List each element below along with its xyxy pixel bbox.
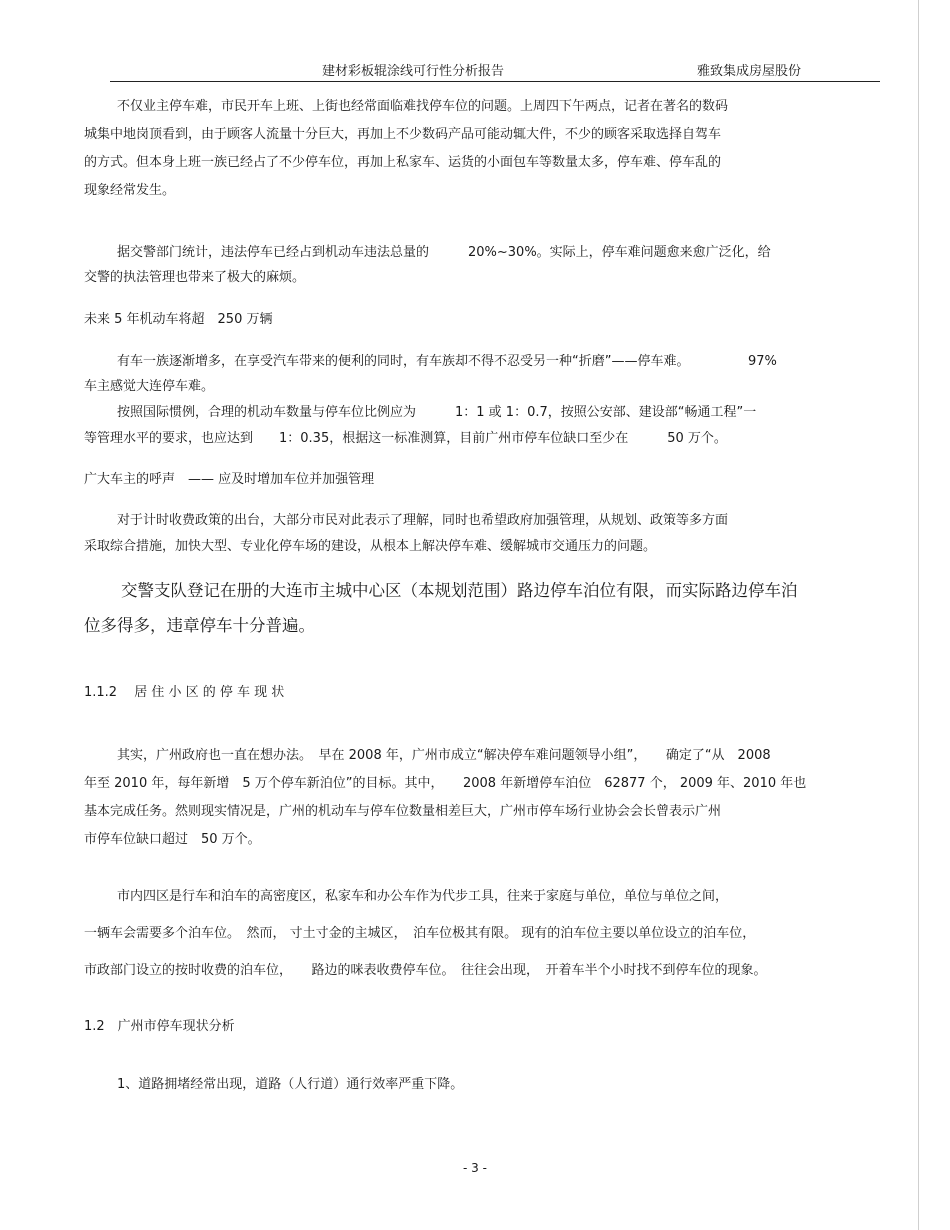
paragraph-line: 一辆车会需要多个泊车位。 然而， 寸土寸金的主城区， 泊车位极其有限。 现有的泊车位主要以单位设立的泊车位， [84,926,756,941]
paragraph-line: 年至 2010 年，每年新增 5 万个停车新泊位”的目标。其中， 2008 年新增停车泊位 62877 个， 2009 年、2010 年也 [84,776,807,791]
paragraph-line: 的方式。但本身上班一族已经占了不少停车位，再加上私家车、运货的小面包车等数量太多，停车难、停车乱的 [84,155,722,170]
header-title: 建材彩板辊涂线可行性分析报告 [322,64,505,79]
paragraph-line: 市内四区是行车和泊车的高密度区，私家车和办公车作为代步工具，往来于家庭与单位，单位与单位之间， [117,889,729,904]
paragraph-line: 采取综合措施，加快大型、专业化停车场的建设，从根本上解决停车难、缓解城市交通压力的问题。 [84,539,657,554]
section-heading-1-1-2: 1.1.2 居 住 小 区 的 停 车 现 状 [84,685,285,700]
paragraph-line: 有车一族逐渐增多，在享受汽车带来的便利的同时，有车族却不得不忍受另一种“折磨”——停车难。 97% [117,354,777,369]
paragraph-line: 对于计时收费政策的出台，大部分市民对此表示了理解，同时也希望政府加强管理，从规划、政策等多方面 [117,513,729,528]
subheading-voice: 广大车主的呼声 —— 应及时增加车位并加强管理 [84,472,375,487]
section-heading-1-2: 1.2 广州市停车现状分析 [84,1019,235,1034]
page-edge-rule [918,0,919,1230]
paragraph-line: 按照国际惯例，合理的机动车数量与停车位比例应为 1：1 或 1：0.7，按照公安部、建设部“畅通工程”一 [117,405,757,420]
paragraph-line: 据交警部门统计，违法停车已经占到机动车违法总量的 20%~30%。实际上，停车难问题愈来愈广泛化，给 [117,245,771,260]
paragraph-line: 市停车位缺口超过 50 万个。 [84,832,261,847]
subheading-future: 未来 5 年机动车将超 250 万辆 [84,312,273,327]
list-item: 1、道路拥堵经常出现，道路（人行道）通行效率严重下降。 [117,1077,464,1092]
paragraph-line: 其实，广州政府也一直在想办法。 早在 2008 年，广州市成立“解决停车难问题领导小组”， 确定了“从 2008 [117,748,771,763]
header-rule [110,81,880,82]
paragraph-line: 城集中地岗顶看到，由于顾客人流量十分巨大，再加上不少数码产品可能动辄大件，不少的顾客采取选择自驾车 [84,127,722,142]
paragraph-line: 市政部门设立的按时收费的泊车位， 路边的咪表收费停车位。 往往会出现， 开着车半个小时找不到停车位的现象。 [84,963,767,978]
paragraph-line-large: 交警支队登记在册的大连市主城中心区（本规划范围）路边停车泊位有限，而实际路边停车泊 [121,581,798,600]
page-number: - 3 - [463,1161,487,1175]
paragraph-line: 车主感觉大连停车难。 [84,379,215,394]
paragraph-line: 等管理水平的要求，也应达到 1：0.35，根据这一标准测算，目前广州市停车位缺口至少在 50 万个。 [84,431,727,446]
paragraph-line: 交警的执法管理也带来了极大的麻烦。 [84,270,306,285]
header-company: 雅致集成房屋股份 [697,64,802,79]
paragraph-line: 不仅业主停车难，市民开车上班、上街也经常面临难找停车位的问题。上周四下午两点，记者在著名的数码 [117,99,729,114]
paragraph-line: 基本完成任务。然则现实情况是，广州的机动车与停车位数量相差巨大，广州市停车场行业协会会长曾表示广州 [84,804,722,819]
paragraph-line: 现象经常发生。 [84,183,176,198]
paragraph-line-large: 位多得多，违章停车十分普遍。 [84,616,315,635]
